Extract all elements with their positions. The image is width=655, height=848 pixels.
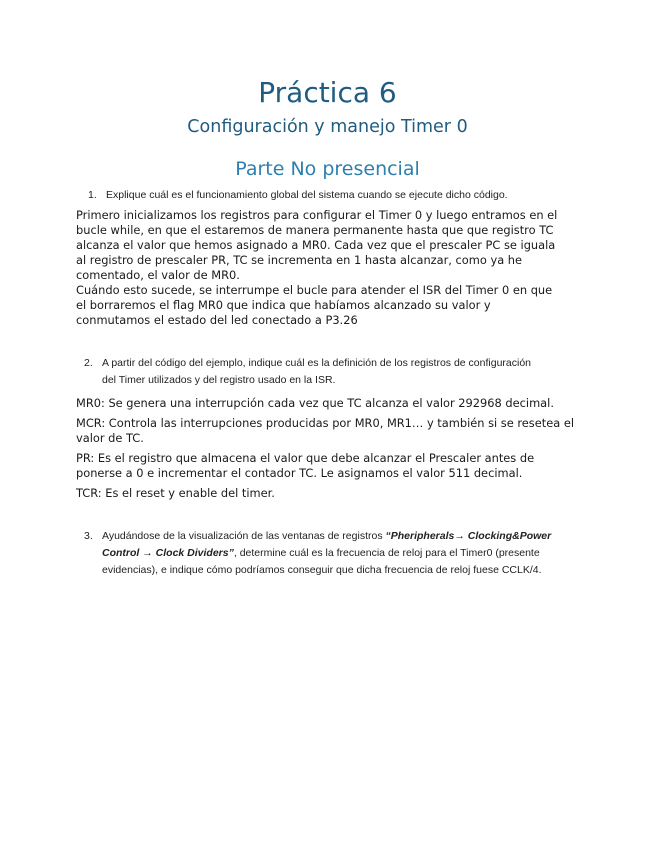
answer-pr bbox=[76, 451, 586, 481]
question-2-text bbox=[102, 355, 582, 389]
question-3-post: , determine cuál es la frecuencia de reloj para el Timer0 (presente bbox=[233, 547, 540, 559]
answer-1 bbox=[76, 208, 584, 328]
answer-1-line: Primero inicializamos los registros para configurar el Timer 0 y luego entramos en el bbox=[76, 208, 558, 222]
answer-1-line: alcanza el valor que hemos asignado a MR0. Cada vez que el prescaler PC se iguala bbox=[76, 238, 556, 252]
question-3-text bbox=[102, 528, 584, 579]
answer-1-line: comentado, el valor de MR0. bbox=[76, 268, 240, 282]
answer-mcr bbox=[76, 416, 586, 446]
answer-1-line: el borraremos el flag MR0 que indica que habíamos alcanzado su valor y bbox=[76, 298, 491, 312]
question-3-bold-path: “Pheripherals→ Clocking&Power bbox=[385, 530, 552, 542]
answer-tcr: TCR: Es el reset y enable del timer. bbox=[76, 486, 275, 500]
answer-1-line: conmutamos el estado del led conectado a P3.26 bbox=[76, 313, 358, 327]
question-3-line: evidencias), e indique cómo podríamos conseguir que dicha frecuencia de reloj fuese CCLK/4. bbox=[102, 564, 542, 576]
section-heading: Parte No presencial bbox=[235, 158, 420, 180]
answer-1-line: bucle while, en que el estaremos de manera permanente hasta que que registro TC bbox=[76, 223, 554, 237]
page-subtitle: Configuración y manejo Timer 0 bbox=[187, 117, 468, 137]
question-1 bbox=[88, 187, 588, 205]
question-3-line bbox=[102, 528, 584, 545]
question-3-number: 3. bbox=[84, 530, 93, 542]
answer-1-line: al registro de prescaler PR, TC se incrementa en 1 hasta alcanzar, como ya he bbox=[76, 253, 523, 267]
answer-pr-line: PR: Es el registro que almacena el valor que debe alcanzar el Prescaler antes de bbox=[76, 451, 535, 465]
answer-mcr-line: MCR: Controla las interrupciones producidas por MR0, MR1… y también si se resetea el bbox=[76, 416, 574, 430]
question-1-text: Explique cuál es el funcionamiento global del sistema cuando se ejecute dicho código. bbox=[106, 189, 508, 201]
question-1-number: 1. bbox=[88, 189, 97, 201]
page-title: Práctica 6 bbox=[258, 76, 397, 109]
question-2-line: A partir del código del ejemplo, indique cuál es la definición de los registros de configuración bbox=[102, 357, 532, 369]
answer-pr-line: ponerse a 0 e incrementar el contador TC. Le asignamos el valor 511 decimal. bbox=[76, 466, 523, 480]
question-3-line bbox=[102, 545, 584, 562]
question-2-line: del Timer utilizados y del registro usado en la ISR. bbox=[102, 374, 336, 386]
answer-1-line: Cuándo esto sucede, se interrumpe el bucle para atender el ISR del Timer 0 en que bbox=[76, 283, 553, 297]
answer-mcr-line: valor de TC. bbox=[76, 431, 144, 445]
question-3-pre: Ayudándose de la visualización de las ventanas de registros bbox=[102, 530, 386, 542]
question-2-number: 2. bbox=[84, 357, 93, 369]
answer-mr0: MR0: Se genera una interrupción cada vez que TC alcanza el valor 292968 decimal. bbox=[76, 396, 554, 410]
question-3-bold-path-end: Control → Clock Dividers” bbox=[102, 547, 234, 559]
